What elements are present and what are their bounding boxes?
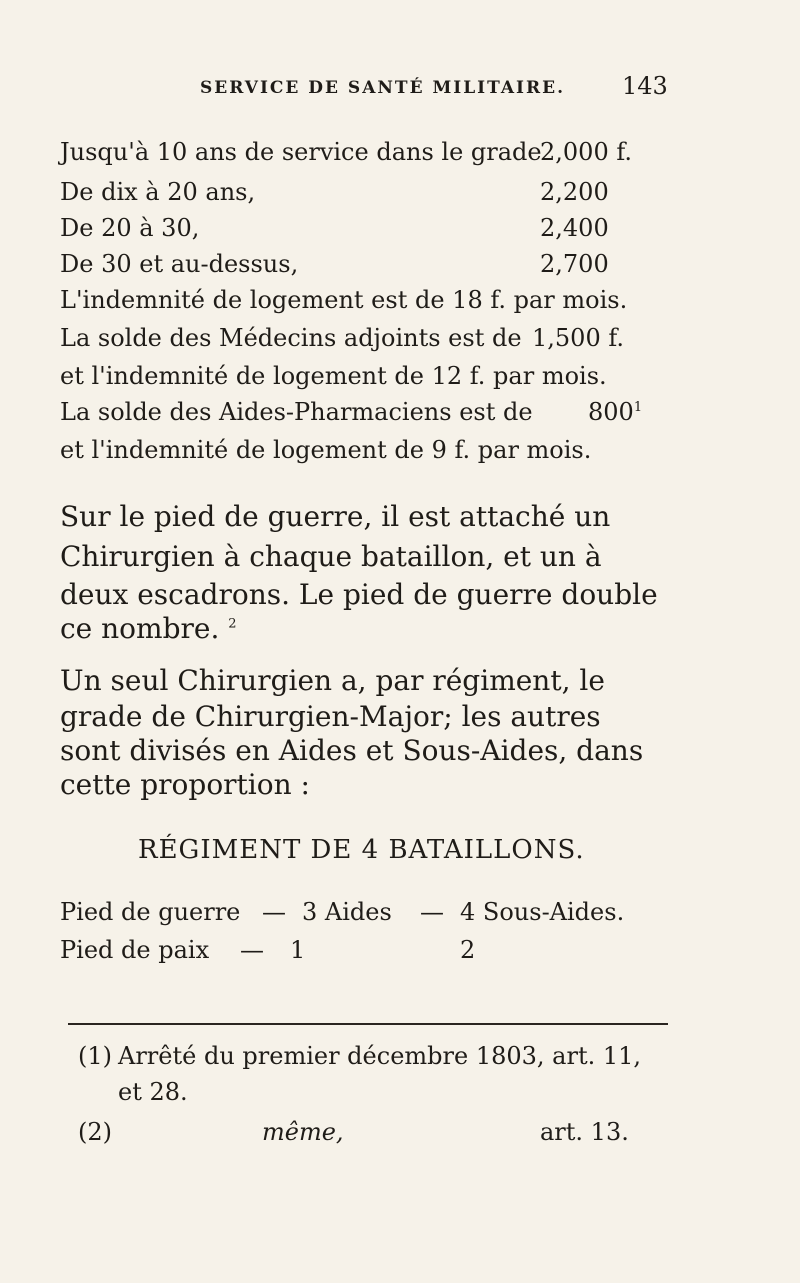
staff-sous-aides: 4 Sous-Aides.: [460, 898, 625, 926]
paragraph-line: deux escadrons. Le pied de guerre double: [60, 578, 658, 611]
footnote-ref: 1: [633, 400, 643, 415]
footnote-mark: (1): [78, 1042, 112, 1070]
lodging-allowance-3: et l'indemnité de logement de 9 f. par mois.: [60, 436, 592, 464]
footnote-rule: [68, 1023, 668, 1025]
medecins-salary-value: 1,500 f.: [532, 324, 624, 352]
medecins-salary-label: La solde des Médecins adjoints est de: [60, 324, 522, 352]
staff-dash: —: [262, 898, 286, 926]
page-number: 143: [622, 72, 668, 100]
paragraph-line: Sur le pied de guerre, il est attaché un: [60, 500, 611, 533]
footnote-mark: (2): [78, 1118, 112, 1146]
salary-label: De dix à 20 ans,: [60, 178, 256, 206]
lodging-allowance: L'indemnité de logement est de 18 f. par mois.: [60, 286, 628, 314]
paragraph-line: grade de Chirurgien-Major; les autres: [60, 700, 601, 733]
pharmaciens-salary-label: La solde des Aides-Pharmaciens est de: [60, 398, 533, 426]
salary-value: 2,200: [540, 178, 609, 206]
paragraph-line: cette proportion :: [60, 768, 310, 801]
footnote-text: Arrêté du premier décembre 1803, art. 11,: [118, 1042, 642, 1070]
staff-aides: 3 Aides: [302, 898, 392, 926]
running-title: SERVICE DE SANTÉ MILITAIRE.: [200, 78, 565, 98]
footnote-text-cont: et 28.: [118, 1078, 188, 1106]
footnote-ref-text: art. 13.: [540, 1118, 629, 1146]
paragraph-line: Un seul Chirurgien a, par régiment, le: [60, 664, 605, 697]
staff-aides: 1: [290, 936, 306, 964]
staff-row-label: Pied de paix: [60, 936, 210, 964]
staff-dash: —: [420, 898, 444, 926]
paragraph-line: Chirurgien à chaque bataillon, et un à: [60, 540, 602, 573]
footnote-text: même,: [262, 1118, 344, 1146]
footnote-ref: 2: [228, 616, 237, 632]
paragraph-line: sont divisés en Aides et Sous-Aides, dans: [60, 734, 644, 767]
paragraph-line: ce nombre. $^2$: [60, 612, 237, 645]
staff-sous-aides: 2: [460, 936, 476, 964]
salary-label: Jusqu'à 10 ans de service dans le grade: [60, 138, 542, 166]
section-heading: RÉGIMENT DE 4 BATAILLONS.: [138, 835, 585, 865]
staff-dash: —: [240, 936, 264, 964]
salary-value: 2,400: [540, 214, 609, 242]
salary-label: De 20 à 30,: [60, 214, 200, 242]
salary-value: 2,000 f.: [540, 138, 632, 166]
salary-label: De 30 et au-dessus,: [60, 250, 299, 278]
staff-row-label: Pied de guerre: [60, 898, 241, 926]
pharmaciens-salary-value: $800^1$: [588, 398, 643, 426]
lodging-allowance-2: et l'indemnité de logement de 12 f. par mois.: [60, 362, 607, 390]
salary-value: 2,700: [540, 250, 609, 278]
